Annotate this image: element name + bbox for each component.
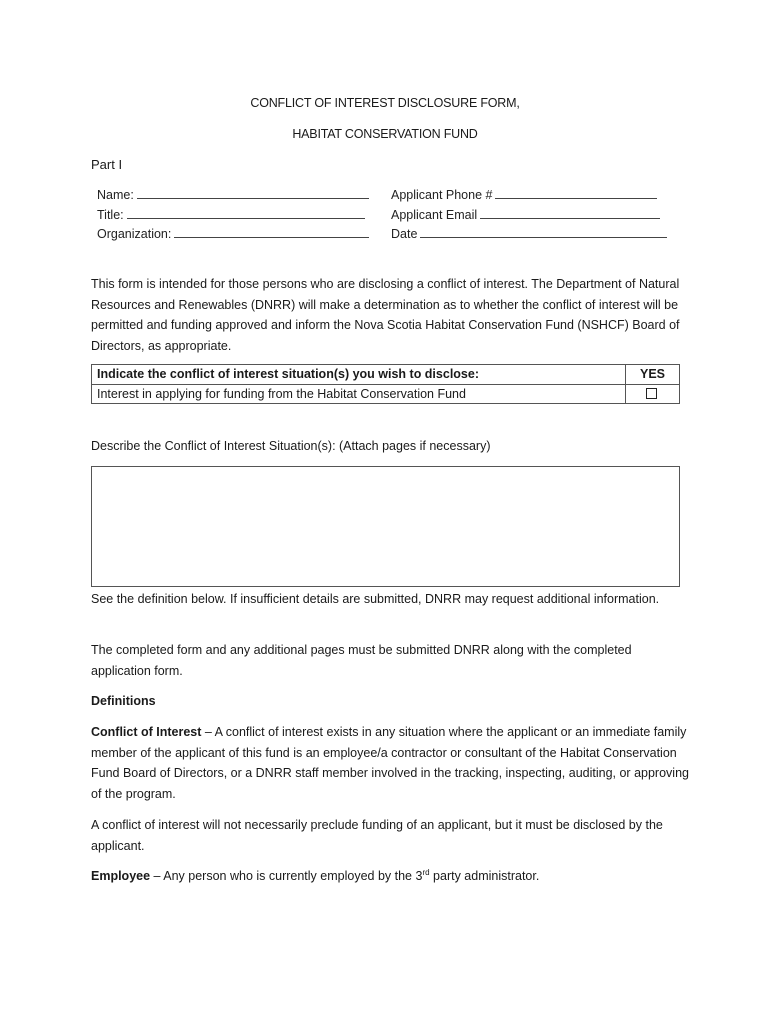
table-row-divider bbox=[91, 384, 680, 385]
preclude-paragraph: A conflict of interest will not necessarily preclude funding of an applicant, but it must be disclosed by the applicant. bbox=[91, 818, 663, 853]
organization-field[interactable] bbox=[97, 226, 369, 241]
coi-term: Conflict of Interest bbox=[91, 725, 202, 739]
email-label: Applicant Email bbox=[391, 208, 478, 222]
employee-definition bbox=[91, 866, 691, 887]
phone-field[interactable] bbox=[391, 187, 657, 202]
coi-text: – A conflict of interest exists in any situation where the applicant or an immediate family member of the applicant of this fund is an employee/a contractor or consultant of the Habitat Conservation Fund Board of Directors, or a DNRR staff member involved in the tracking, inspecting, auditing, or approving of the program. bbox=[91, 725, 689, 801]
email-line[interactable] bbox=[480, 207, 660, 219]
table-row-label: Interest in applying for funding from the Habitat Conservation Fund bbox=[97, 387, 466, 401]
description-textbox[interactable] bbox=[91, 466, 680, 587]
title-label: Title: bbox=[97, 208, 124, 222]
phone-label: Applicant Phone # bbox=[391, 188, 493, 202]
coi-definition bbox=[91, 722, 691, 804]
date-field[interactable] bbox=[391, 226, 667, 241]
phone-line[interactable] bbox=[495, 187, 657, 199]
title-line[interactable] bbox=[127, 207, 365, 219]
form-title-line2: HABITAT CONSERVATION FUND bbox=[292, 127, 478, 141]
table-header: Indicate the conflict of interest situation(s) you wish to disclose: bbox=[97, 367, 479, 381]
title-field[interactable] bbox=[97, 207, 365, 222]
form-title-line1: CONFLICT OF INTEREST DISCLOSURE FORM, bbox=[250, 96, 520, 110]
employee-sup: rd bbox=[422, 867, 430, 877]
definitions-heading: Definitions bbox=[91, 694, 156, 708]
completed-form-paragraph: The completed form and any additional pages must be submitted DNRR along with the completed application form. bbox=[91, 643, 632, 678]
describe-label: Describe the Conflict of Interest Situation(s): (Attach pages if necessary) bbox=[91, 439, 491, 453]
table-yes-header: YES bbox=[639, 367, 665, 381]
see-definition-paragraph: See the definition below. If insufficient details are submitted, DNRR may request additional information. bbox=[91, 592, 660, 606]
date-label: Date bbox=[391, 227, 418, 241]
employee-term: Employee bbox=[91, 869, 151, 883]
yes-checkbox[interactable] bbox=[646, 388, 657, 399]
employee-tail: party administrator. bbox=[429, 869, 540, 883]
date-line[interactable] bbox=[420, 226, 667, 238]
part-heading: Part I bbox=[91, 157, 123, 172]
name-label: Name: bbox=[97, 188, 134, 202]
name-field[interactable] bbox=[97, 187, 369, 202]
organization-line[interactable] bbox=[174, 226, 369, 238]
employee-text: – Any person who is currently employed by the 3 bbox=[150, 869, 423, 883]
intro-paragraph: This form is intended for those persons who are disclosing a conflict of interest. The Department of Natural Resources and Renewables (DNRR) will make a determination as to whether the conflict of interest will be permitted and funding approved and inform the Nova Scotia Habitat Conservation Fund (NSHCF) Board of Directors, as appropriate. bbox=[91, 277, 680, 353]
disclosure-table bbox=[91, 364, 680, 404]
name-line[interactable] bbox=[137, 187, 369, 199]
email-field[interactable] bbox=[391, 207, 660, 222]
organization-label: Organization: bbox=[97, 227, 172, 241]
